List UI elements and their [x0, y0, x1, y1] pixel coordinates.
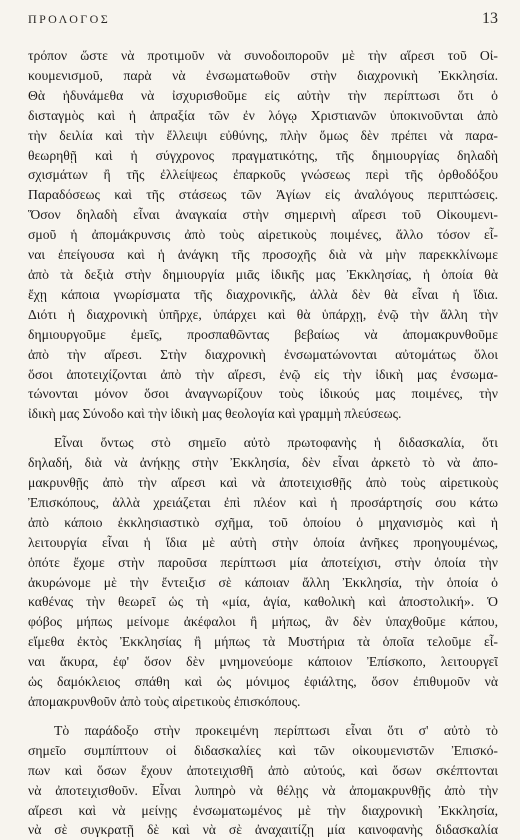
- text-line: Διότι ἡ διαχρονικὴ ὑπῆρχε, ὑπάρχει καὶ θὰ ὑπάρχῃ, ἐνῷ τὴν ἄλλη τὴν: [28, 306, 498, 322]
- paragraph-gap: [28, 712, 498, 721]
- text-line: ἀπὸ τὰ δεξιὰ στὴν δημιουργία μιᾶς ἰδικῆς μας Ἐκκλησίας, ἡ ὁποία θὰ: [28, 266, 498, 282]
- text-line: θεωρηθῇ καὶ ἡ σύγχρονος πραγματικότης, τῆς δημιουργίας δηλαδὴ: [28, 147, 498, 163]
- text-line: Τὸ παράδοξο στὴν προκειμένη περίπτωσι εἶναι ὅτι σ' αὐτὸ τὸ: [54, 722, 498, 738]
- text-line: ὁπότε ἔχομε στὴν παροῦσα περίπτωσι μία ἀποτείχισι, στὴν ὁποία τὴν: [28, 554, 498, 570]
- page-number: 13: [482, 10, 498, 27]
- text-line: δηλαδή, διὰ νὰ ἀνήκῃς στὴν Ἐκκλησία, δὲν εἶναι ἀρκετὸ τὸ νὰ ἀπο-: [28, 455, 498, 471]
- text-line: Θὰ ἠδυνάμεθα νὰ ἰσχυρισθοῦμε εἰς αὐτὴν τὴν περίπτωσι ὅτι ὁ: [28, 87, 498, 103]
- text-line: κουμενισμοῦ, παρὰ νὰ ἐνσωματωθοῦν στὴν διαχρονικὴ Ἐκκλησία.: [28, 67, 498, 83]
- body-text: [28, 46, 498, 840]
- text-line: ἀπὸ κάποιο ἐκκλησιαστικὸ σχῆμα, τοῦ ὁποίου ὁ μηχανισμὸς καὶ ἡ: [28, 514, 498, 530]
- text-line: ναι ἐπείγουσα καὶ ἡ ἀνάγκη τῆς προσοχῆς διὰ νὰ μὴν παρεκκλίνωμε: [28, 247, 498, 263]
- text-line: αἵρεσι καὶ νὰ μείνῃς ἐνσωματωμένος μὲ τὴν διαχρονικὴ Ἐκκλησία,: [28, 802, 498, 818]
- paragraph: [28, 46, 498, 424]
- paragraph: [28, 721, 498, 840]
- text-line: ὅσοι ἀποτειχίζονται ἀπὸ τὴν αἵρεσι, ἐνῷ εἰς τὴν ἰδικὴ μας ἐνσωμα-: [28, 366, 498, 382]
- text-line: καθένας τὴν θεωρεῖ ὡς τὴ «μία, ἁγία, καθολικὴ καὶ ἀποστολική». Ὁ: [28, 594, 498, 610]
- text-line: νὰ ἀποτειχισθοῦν. Εἶναι λυπηρὸ νὰ θέλῃς νὰ ἀπομακρυνθῇς ἀπὸ τὴν: [28, 782, 498, 798]
- text-line: σμοῦ ἡ ἀπομάκρυνσις ἀπὸ τοὺς αἱρετικοὺς ποιμένες, ἄλλο τόσον εἶ-: [28, 227, 498, 243]
- text-line: ἀκυρώνομε μὲ τὴν ἔντειξισ σὲ κάποιαν ἄλλη Ἐκκλησία, τὴν ὁποία ὁ: [28, 574, 498, 590]
- text-line: δισταγμὸς καὶ ἡ ἀπραξία τῶν ἐν λόγῳ Χριστιανῶν ὑποκινοῦνται ἀπὸ: [28, 107, 498, 123]
- running-header: [28, 10, 498, 38]
- text-line: ἰδικὴ μας Σύνοδο καὶ τὴν ἰδικὴ μας θεολογία καὶ γραμμὴ πλεύσεως.: [28, 406, 402, 422]
- text-line: ἀπὸ τὴν αἵρεσι. Στὴν διαχρονικὴ ἐνσωματώνονται αὐτομάτως ὅλοι: [28, 346, 498, 362]
- text-line: φόβος μήπως μείνομε ἀκέφαλοι ἢ μήπως, ἂν δὲν ὑπαχθοῦμε κάπου,: [28, 614, 498, 630]
- text-line: σημεῖο συμπίπτουν οἱ διδασκαλίες καὶ τῶν οἰκουμενιστῶν Ἐπισκό-: [28, 742, 498, 758]
- text-line: ἔχῃ κάποια γνωρίσματα τῆς διαχρονικῆς, ἀλλὰ δὲν θὰ εἶναι ἡ ἴδια.: [28, 286, 498, 302]
- text-line: δημιουργοῦμε ἐμεῖς, προσπαθῶντας βεβαίως νὰ ἀπομακρυνθοῦμε: [28, 326, 498, 342]
- text-line: τώνονται μόνον ὅσοι ἀναγνωρίζουν τοὺς ἰδικούς μας ποιμένες, τὴν: [28, 386, 498, 402]
- text-line: εἴμεθα ἐκτὸς Ἐκκλησίας ἢ μήπως τὰ Μυστήρια τὰ ὁποῖα τελοῦμε εἶ-: [28, 634, 498, 650]
- text-line: μακρυνθῇς ἀπὸ τὴν αἵρεσι καὶ νὰ ἀποτειχισθῇς ἀπὸ τοὺς αἱρετικοὺς: [28, 475, 498, 491]
- text-line: τὴν δειλία καὶ τὴν ἔλλειψι εὐθύνης, πλὴν ὅμως δὲν πρέπει νὰ παρα-: [28, 127, 498, 143]
- text-line: τρόπον ὥστε νὰ προτιμοῦν νὰ συνοδοιποροῦν μὲ τὴν αἵρεσι τοῦ Οἰ-: [28, 48, 498, 63]
- text-line: Ὅσον δηλαδὴ εἶναι ἀναγκαία στὴν σημερινὴ αἵρεσι τοῦ Οἰκουμενι-: [28, 207, 498, 223]
- text-line: Εἶναι ὄντως στὸ σημεῖο αὐτὸ πρωτοφανὴς ἡ διδασκαλία, ὅτι: [54, 435, 498, 451]
- text-line: Ἐπισκόπους, ἀλλὰ χρειάζεται ἐπὶ πλέον καὶ ἡ προσάρτησίς σου κάτω: [28, 494, 498, 510]
- paragraph-gap: [28, 424, 498, 433]
- paragraph: [28, 433, 498, 712]
- text-line: Παραδόσεως καὶ τῆς στάσεως τῶν Ἁγίων εἰς ἀναλόγους περιπτώσεις.: [28, 187, 498, 203]
- text-line: πων καὶ ὅσων ἔχουν ἀποτειχισθῆ ἀπὸ αὐτούς, καὶ ὅσων σκέπτονται: [28, 762, 498, 778]
- text-line: ἀπομακρυνθοῦν ἀπὸ τοὺς αἱρετικοὺς ἐπισκόπους.: [28, 694, 301, 709]
- text-line: σχισμάτων ἢ τῆς ἐλλείψεως ἐπαρκοῦς γνώσεως περὶ τῆς ὀρθοδόξου: [28, 167, 498, 183]
- text-line: ὡς δαμόκλειος σπάθη καὶ ὡς μόνιμος ἐφιάλτης, ὅσον ἐπιθυμοῦν νὰ: [28, 674, 498, 690]
- text-line: λειτουργία εἶναι ἡ ἴδια μὲ αὐτὴ στὴν ὁποία ἀνῆκες προηγουμένως,: [28, 534, 498, 550]
- text-line: νὰ σὲ συγκρατῇ δὲ καὶ νὰ σὲ ἀναχαιτίζῃ μία καινοφανὴς διδασκαλία: [28, 822, 498, 838]
- text-line: ναι ἄκυρα, ἐφ' ὅσον δὲν μνημονεύομε κάποιον Ἐπίσκοπο, λειτουργεῖ: [28, 654, 498, 670]
- running-title: ΠΡΟΛΟΓΟΣ: [28, 12, 111, 26]
